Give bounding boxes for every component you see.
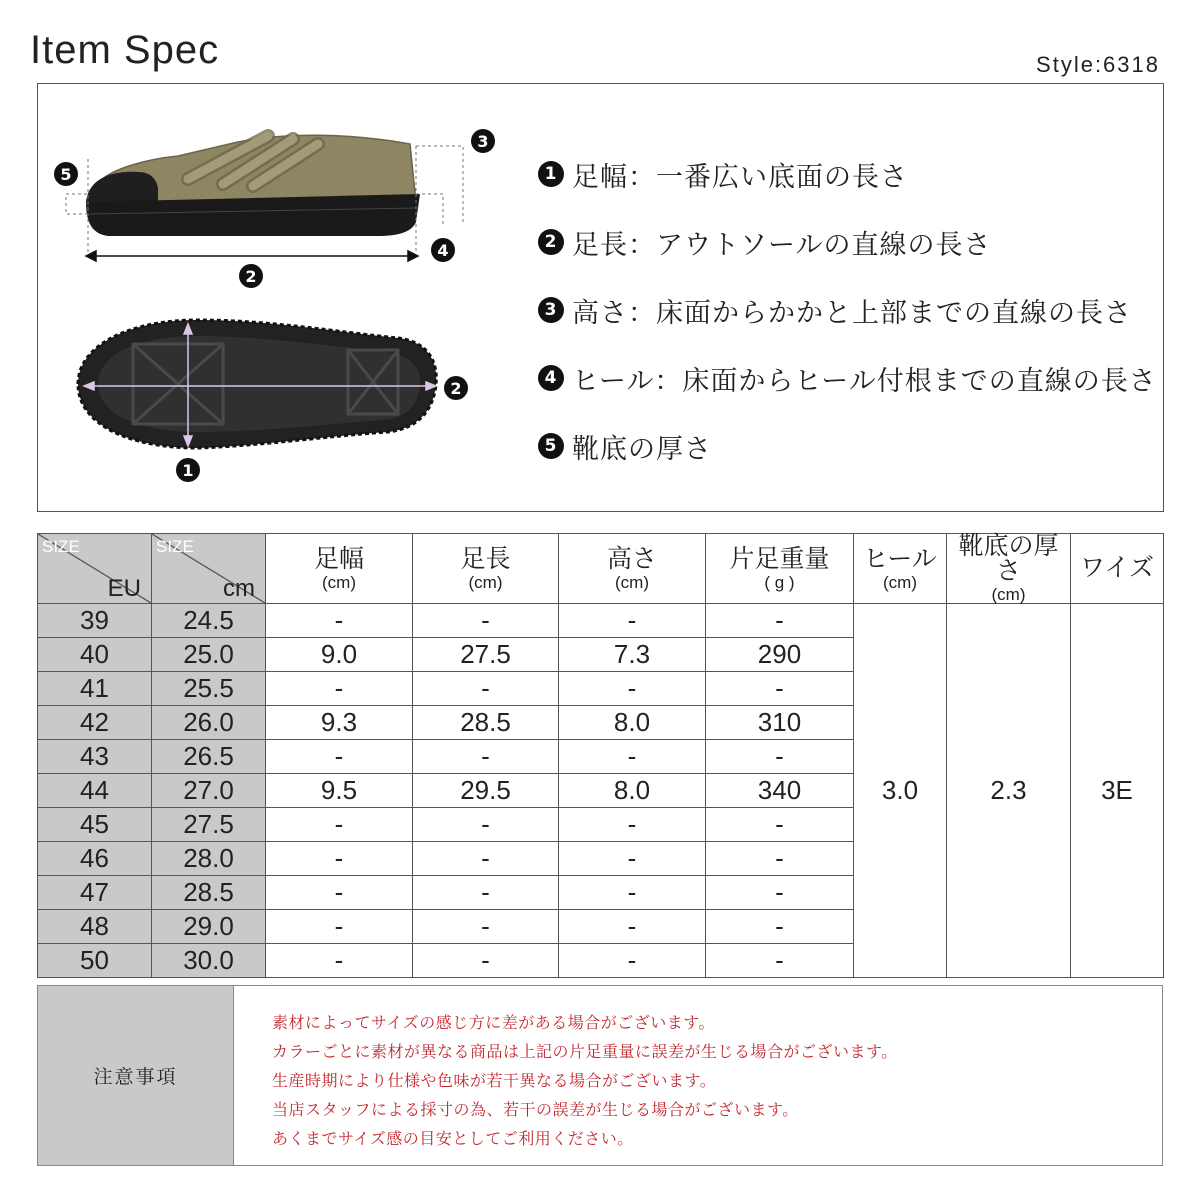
size-eu-cell: 41	[38, 672, 152, 706]
size-cm-cell: 26.5	[152, 740, 266, 774]
size-cm-cell: 30.0	[152, 944, 266, 978]
table-cell: -	[266, 672, 413, 706]
column-header: 足幅 (cm)	[266, 534, 413, 604]
size-eu-cell: 43	[38, 740, 152, 774]
table-cell: -	[413, 944, 559, 978]
table-cell: -	[706, 740, 854, 774]
table-cell: 8.0	[559, 774, 706, 808]
sole-thickness-cell: 2.3	[947, 604, 1071, 978]
size-cm-cell: 26.0	[152, 706, 266, 740]
legend-text: ヒール：床面からヒール付根までの直線の長さ	[572, 365, 1157, 397]
measurement-legend	[538, 140, 1157, 480]
page-title: Item Spec	[30, 28, 220, 72]
style-number: Style:6318	[1036, 52, 1160, 77]
table-cell: -	[706, 808, 854, 842]
table-cell: -	[266, 944, 413, 978]
size-eu-cell: 45	[38, 808, 152, 842]
size-cm-cell: 27.5	[152, 808, 266, 842]
table-header-row	[38, 534, 1164, 604]
table-cell: 9.0	[266, 638, 413, 672]
size-eu-cell: 40	[38, 638, 152, 672]
table-cell: -	[706, 944, 854, 978]
svg-text:3: 3	[477, 132, 489, 151]
legend-text: 足幅：一番広い底面の長さ	[572, 161, 908, 193]
shoe-sole-view	[78, 320, 436, 448]
table-cell: -	[706, 876, 854, 910]
size-eu-cell: 42	[38, 706, 152, 740]
table-cell: -	[413, 876, 559, 910]
table-cell: -	[413, 740, 559, 774]
table-row	[38, 604, 1164, 638]
table-cell: -	[706, 672, 854, 706]
svg-text:4: 4	[437, 241, 449, 260]
table-cell: 9.5	[266, 774, 413, 808]
size-cm-cell: 25.5	[152, 672, 266, 706]
note-line: 当店スタッフによる採寸の為、若干の誤差が生じる場合がございます。	[272, 1100, 799, 1119]
table-cell: -	[266, 876, 413, 910]
legend-item	[538, 412, 1157, 480]
size-cm-cell: 28.0	[152, 842, 266, 876]
legend-item	[538, 344, 1157, 412]
svg-text:1: 1	[182, 461, 194, 480]
table-cell: -	[266, 740, 413, 774]
size-eu-cell: 47	[38, 876, 152, 910]
size-cm-cell: 29.0	[152, 910, 266, 944]
table-cell: 28.5	[413, 706, 559, 740]
column-header: 靴底の厚さ (cm)	[947, 534, 1071, 604]
svg-text:2: 2	[450, 379, 462, 398]
table-cell: -	[413, 604, 559, 638]
table-cell: 290	[706, 638, 854, 672]
spec-diagram-panel	[37, 83, 1164, 512]
size-cm-cell: 25.0	[152, 638, 266, 672]
size-eu-cell: 50	[38, 944, 152, 978]
notes-list	[234, 986, 898, 1165]
column-header: 片足重量 ( g )	[706, 534, 854, 604]
table-body	[38, 604, 1164, 978]
table-cell: -	[559, 604, 706, 638]
size-eu-cell: 39	[38, 604, 152, 638]
svg-text:2: 2	[245, 267, 257, 286]
table-cell: -	[266, 808, 413, 842]
size-eu-header: SIZE EU	[38, 534, 152, 604]
size-cm-cell: 24.5	[152, 604, 266, 638]
size-eu-cell: 46	[38, 842, 152, 876]
table-cell: 8.0	[559, 706, 706, 740]
number-icon: 3	[538, 297, 564, 323]
heel-cell: 3.0	[854, 604, 947, 978]
table-cell: 340	[706, 774, 854, 808]
size-table	[37, 533, 1164, 978]
table-cell: -	[413, 672, 559, 706]
table-cell: 7.3	[559, 638, 706, 672]
note-line: 生産時期により仕様や色味が若干異なる場合がございます。	[272, 1071, 717, 1090]
table-cell: -	[266, 842, 413, 876]
column-header: 高さ (cm)	[559, 534, 706, 604]
table-cell: -	[413, 910, 559, 944]
table-cell: -	[706, 910, 854, 944]
table-cell: -	[559, 672, 706, 706]
table-cell: -	[266, 604, 413, 638]
note-line: あくまでサイズ感の目安としてご利用ください。	[272, 1129, 634, 1148]
shoe-measurement-diagram	[38, 84, 508, 513]
table-cell: -	[559, 808, 706, 842]
size-eu-cell: 44	[38, 774, 152, 808]
shoe-side-view	[86, 135, 420, 236]
svg-text:5: 5	[60, 165, 72, 184]
note-line: カラーごとに素材が異なる商品は上記の片足重量に誤差が生じる場合がございます。	[272, 1042, 898, 1061]
table-cell: 310	[706, 706, 854, 740]
size-cm-header: SIZE cm	[152, 534, 266, 604]
number-icon: 5	[538, 433, 564, 459]
table-cell: -	[559, 944, 706, 978]
legend-item	[538, 276, 1157, 344]
table-cell: -	[559, 876, 706, 910]
number-icon: 2	[538, 229, 564, 255]
table-cell: 27.5	[413, 638, 559, 672]
note-line: 素材によってサイズの感じ方に差がある場合がございます。	[272, 1013, 715, 1032]
notes-label: 注意事項	[38, 986, 234, 1165]
wise-cell: 3E	[1071, 604, 1164, 978]
legend-text: 高さ：床面からかかと上部までの直線の長さ	[572, 297, 1132, 329]
legend-text: 足長：アウトソールの直線の長さ	[572, 229, 992, 261]
table-cell: 9.3	[266, 706, 413, 740]
table-cell: 29.5	[413, 774, 559, 808]
legend-text: 靴底の厚さ	[572, 433, 712, 465]
table-cell: -	[559, 910, 706, 944]
table-cell: -	[706, 604, 854, 638]
size-eu-cell: 48	[38, 910, 152, 944]
table-cell: -	[706, 842, 854, 876]
size-cm-cell: 28.5	[152, 876, 266, 910]
table-cell: -	[266, 910, 413, 944]
number-icon: 4	[538, 365, 564, 391]
number-icon: 1	[538, 161, 564, 187]
size-cm-cell: 27.0	[152, 774, 266, 808]
table-cell: -	[413, 808, 559, 842]
legend-item	[538, 140, 1157, 208]
notes-panel	[37, 985, 1163, 1166]
table-cell: -	[413, 842, 559, 876]
table-cell: -	[559, 842, 706, 876]
legend-item	[538, 208, 1157, 276]
column-header: ヒール (cm)	[854, 534, 947, 604]
table-cell: -	[559, 740, 706, 774]
column-header: 足長 (cm)	[413, 534, 559, 604]
column-header: ワイズ	[1071, 534, 1164, 604]
